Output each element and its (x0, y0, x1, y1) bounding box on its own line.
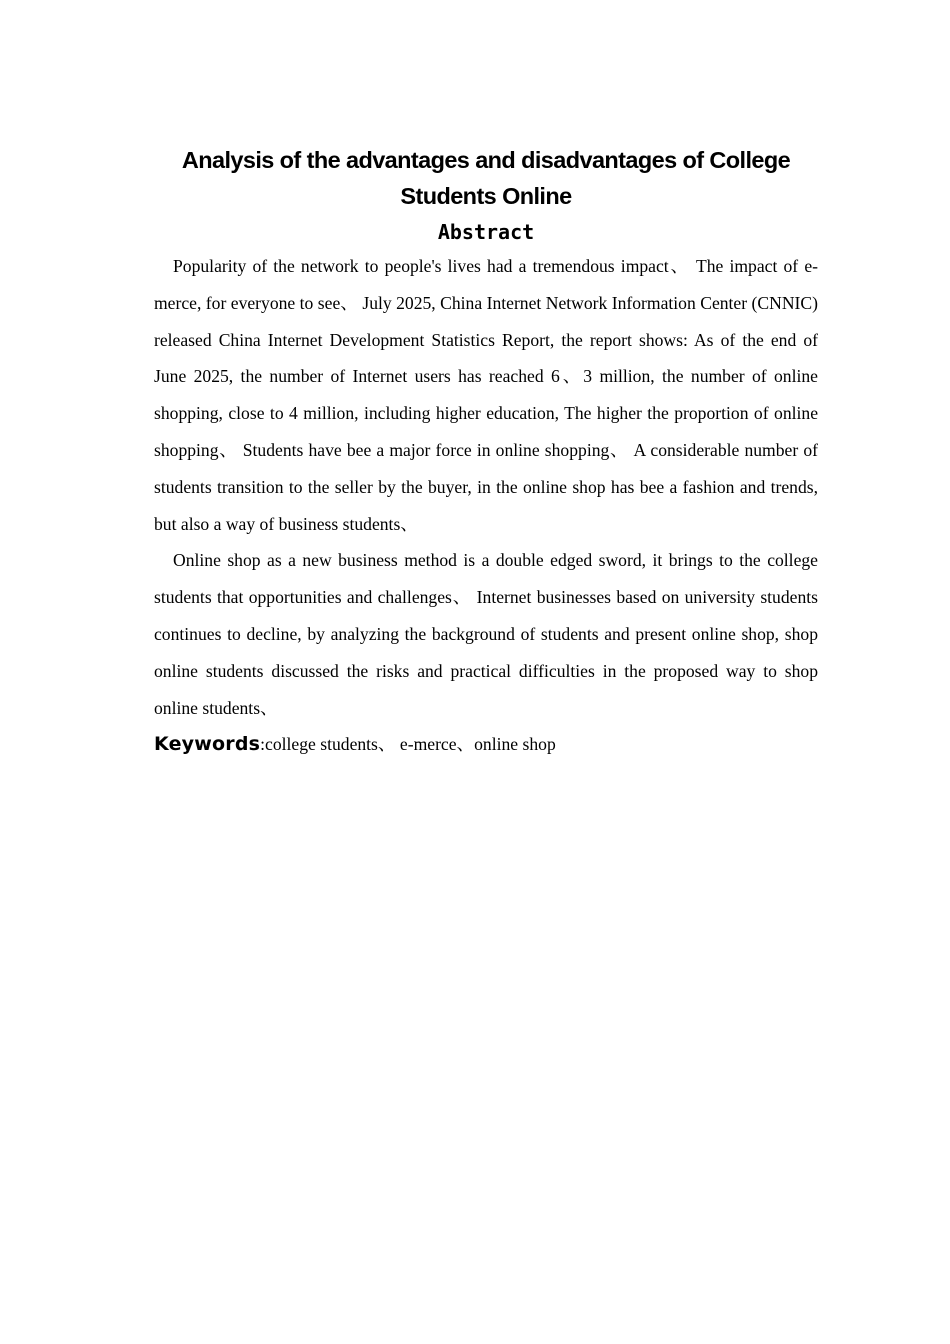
abstract-heading: Abstract (437, 220, 535, 244)
document-title: Analysis of the advantages and disadvantages of College Students Online (181, 147, 791, 209)
keywords-label: Keywords (154, 733, 261, 756)
keywords-text: :college students、 e-merce、online shop (260, 734, 556, 755)
keywords-line (154, 726, 818, 762)
abstract-paragraph-1: Popularity of the network to people's lives had a tremendous impact、 The impact of e-merce, for everyone to see、 July 2025, China Internet Network Information Center (CNNIC) released China Internet Development Statistics Report, the report shows: As of the end of June 2025, the number of Internet users has reached 6、3 million, the number of online shopping, close to 4 million, including higher education, The higher the proportion of online shopping、 Students have bee a major force in online shopping、 A considerable number of students transition to the seller by the buyer, in the online shop has bee a fashion and trends, but also a way of business students、 (154, 256, 818, 534)
abstract-paragraph-2: Online shop as a new business method is a double edged sword, it brings to the college students that opportunities and challenges、 Internet businesses based on university students continues to decline, by analyzing the background of students and present online shop, shop online students discussed the risks and practical difficulties in the proposed way to shop online students、 (154, 550, 818, 718)
document-body (154, 142, 818, 762)
